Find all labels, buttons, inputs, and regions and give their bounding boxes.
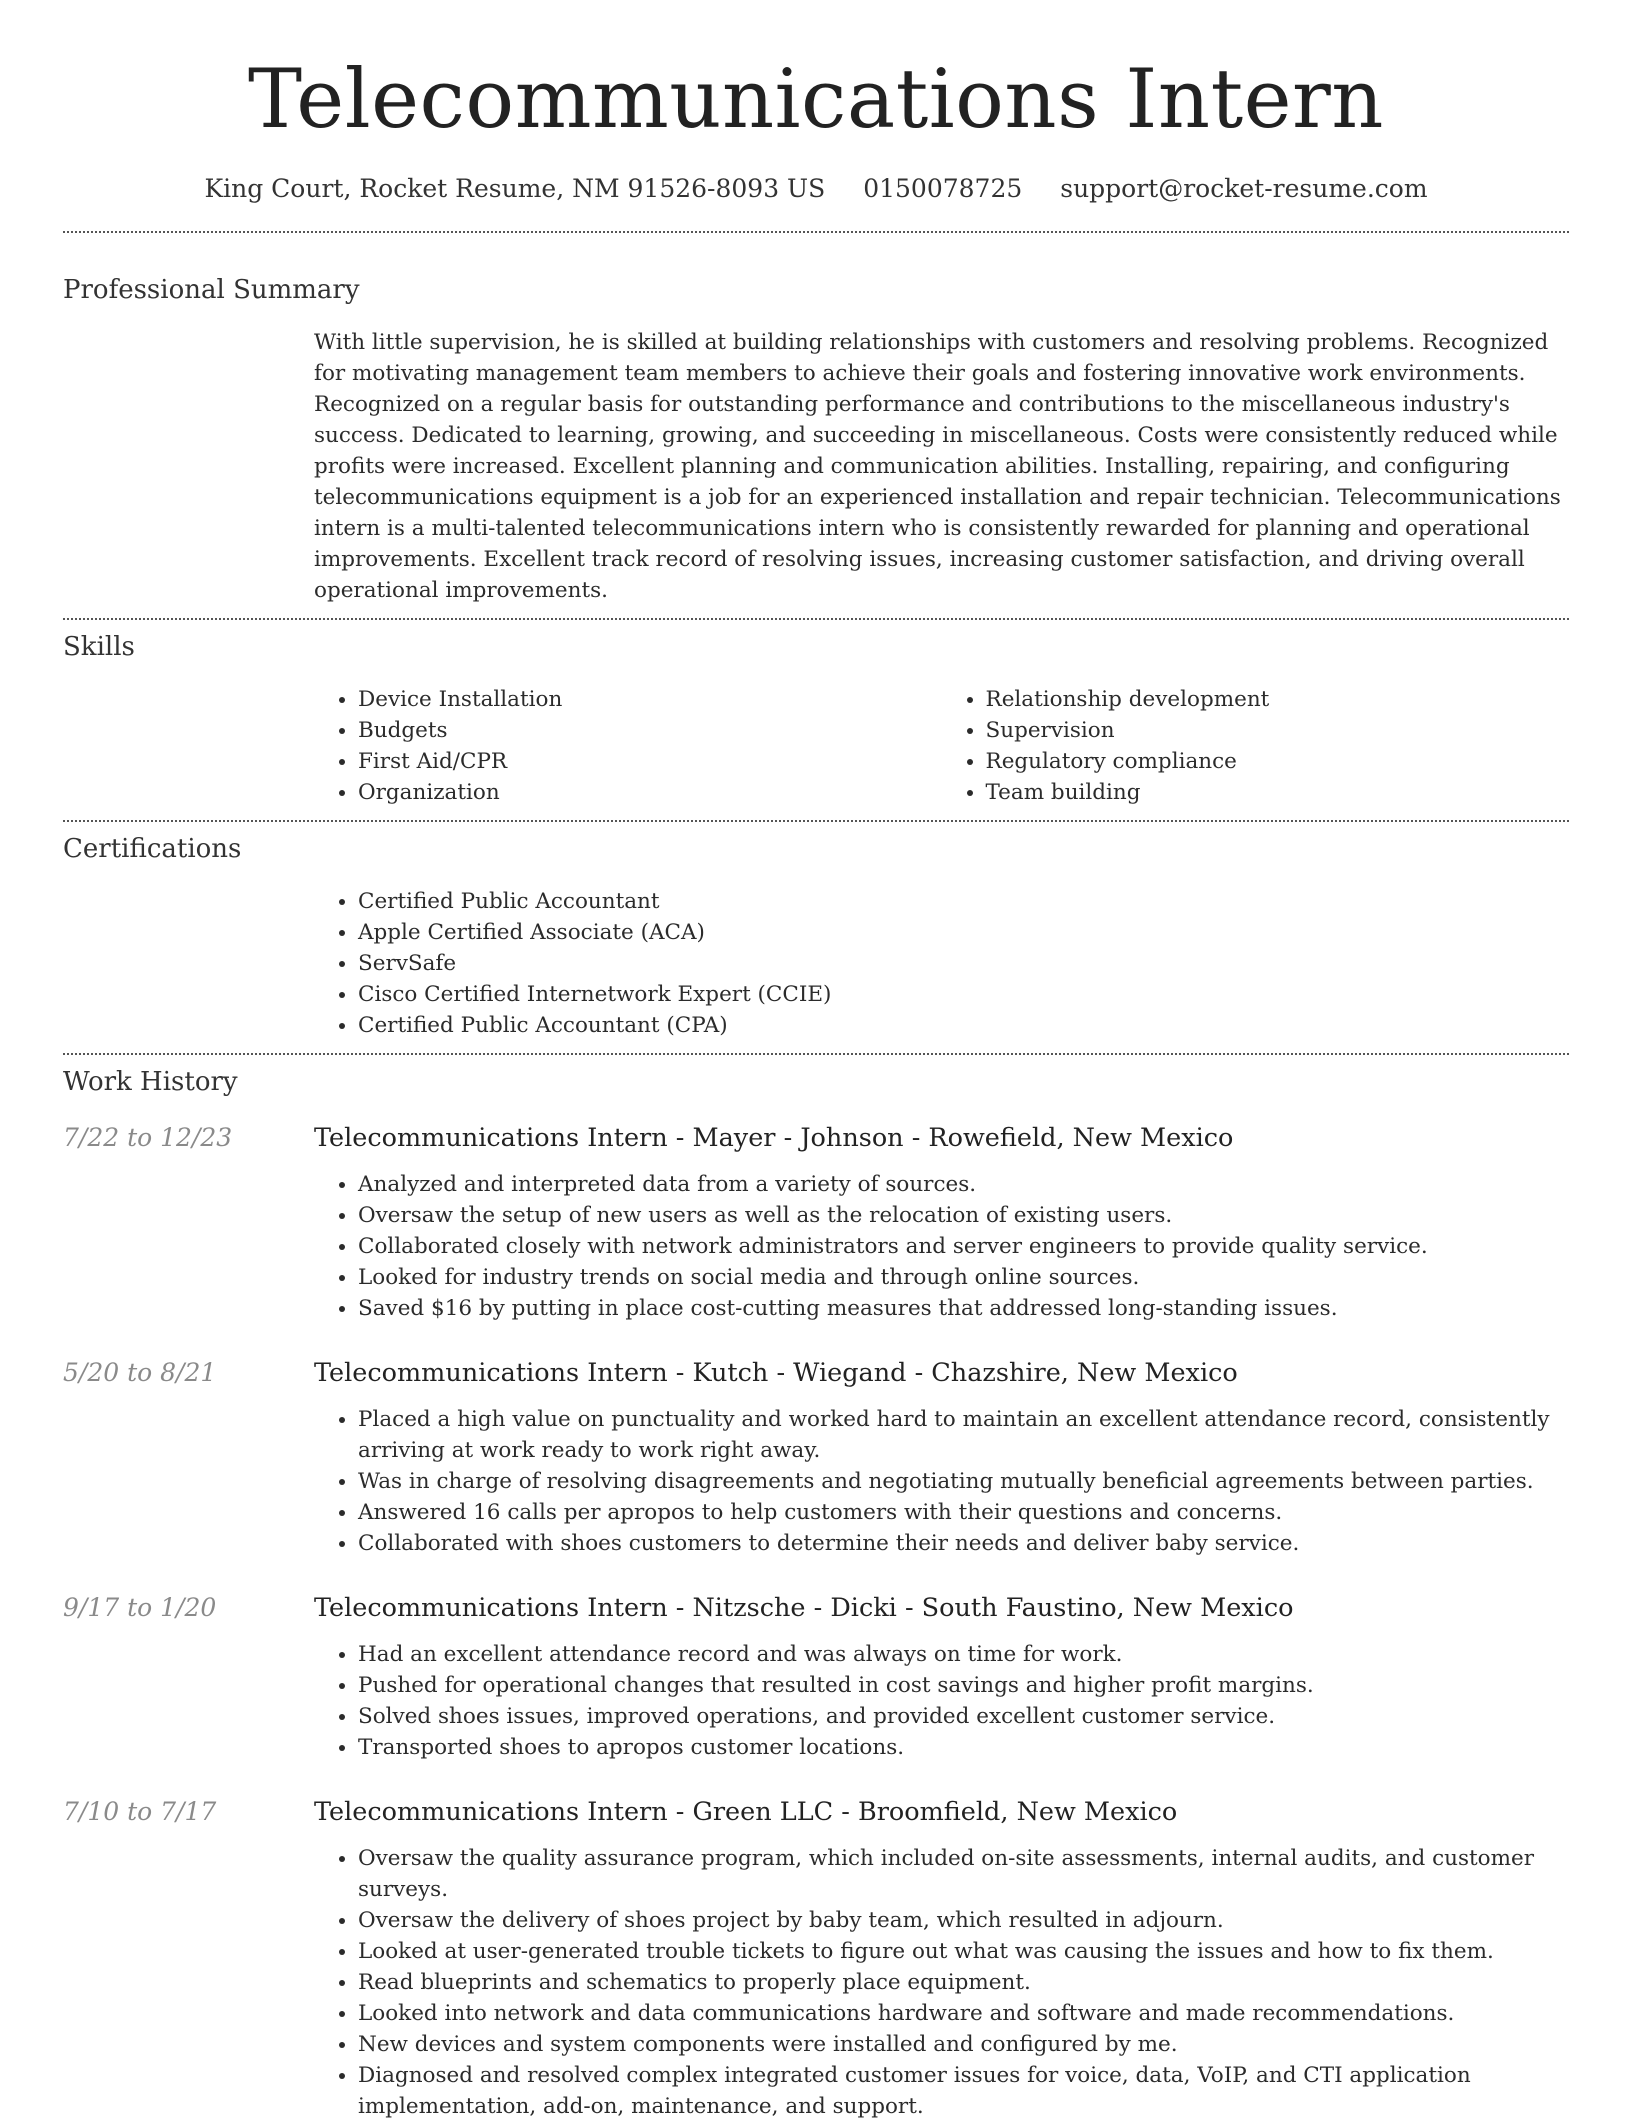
skill-item: • First Aid/CPR [358, 746, 942, 777]
job-title: Telecommunications Intern - Nitzsche - Dicki - South Faustino, New Mexico [314, 1593, 1294, 1623]
job-bullet: • Collaborated with shoes customers to determine their needs and deliver baby service. [358, 1528, 1569, 1559]
job-bullet: • Looked into network and data communications hardware and software and made recommendations. [358, 1998, 1569, 2029]
certifications-list [314, 886, 1569, 1041]
summary-text: With little supervision, he is skilled at building relationships with customers and resolving problems. Recognized for motivating management team members to achieve their goals and fostering innovative work environments. Recognized on a regular basis for outstanding performance and contributions to the miscellaneous industry's success. Dedicated to learning, growing, and succeeding in miscellaneous. Costs were consistently reduced while profits were increased. Excellent planning and communication abilities. Installing, repairing, and configuring telecommunications equipment is a job for an experienced installation and repair technician. Telecommunications intern is a multi-talented telecommunications intern who is consistently rewarded for planning and operational improvements. Excellent track record of resolving issues, increasing customer satisfaction, and driving overall operational improvements. [314, 330, 1561, 603]
job-bullets [314, 1639, 1569, 1763]
job-entry [63, 1356, 1569, 1559]
job-bullet: • Oversaw the delivery of shoes project by baby team, which resulted in adjourn. [358, 1905, 1569, 1936]
job-dates: 9/17 to 1/20 [63, 1593, 217, 1622]
job-bullet: • Oversaw the quality assurance program, which included on-site assessments, internal audits, and customer surveys. [358, 1843, 1569, 1905]
certification-item: • Certified Public Accountant (CPA) [358, 1010, 1569, 1041]
job-title: Telecommunications Intern - Green LLC - Broomfield, New Mexico [314, 1797, 1178, 1827]
skill-item: • Team building [986, 777, 1570, 808]
job-bullet: • Oversaw the setup of new users as well as the relocation of existing users. [358, 1200, 1569, 1231]
summary-body [314, 327, 1569, 606]
skill-item: • Budgets [358, 715, 942, 746]
job-bullet: • Was in charge of resolving disagreements and negotiating mutually beneficial agreements between parties. [358, 1466, 1569, 1497]
job-bullet: • Placed a high value on punctuality and worked hard to maintain an excellent attendance record, consistently arriving at work ready to work right away. [358, 1404, 1569, 1466]
summary-heading: Professional Summary [63, 275, 360, 305]
work-history-heading: Work History [63, 1067, 238, 1097]
contact-line [0, 172, 1632, 206]
job-bullet: • Transported shoes to apropos customer locations. [358, 1732, 1569, 1763]
summary-section [0, 233, 1632, 618]
skill-item: • Organization [358, 777, 942, 808]
job-title: Telecommunications Intern - Kutch - Wiegand - Chazshire, New Mexico [314, 1358, 1238, 1388]
skills-list-right [942, 684, 1570, 808]
skills-list-left [314, 684, 942, 808]
job-details [314, 1795, 1569, 2122]
job-bullet: • Answered 16 calls per apropos to help customers with their questions and concerns. [358, 1497, 1569, 1528]
contact-phone: 0150078725 [863, 174, 1023, 203]
certification-item: • Apple Certified Associate (ACA) [358, 917, 1569, 948]
job-bullets [314, 1843, 1569, 2122]
job-bullet: • Had an excellent attendance record and was always on time for work. [358, 1639, 1569, 1670]
skill-item: • Device Installation [358, 684, 942, 715]
candidate-name: Telecommunications Intern [248, 53, 1384, 147]
job-bullet: • Looked for industry trends on social media and through online sources. [358, 1262, 1569, 1293]
skills-grid [314, 684, 1569, 808]
work-history-section [0, 1055, 1632, 2122]
job-dates: 5/20 to 8/21 [63, 1358, 217, 1387]
job-bullet: • Saved $16 by putting in place cost-cutting measures that addressed long-standing issues. [358, 1293, 1569, 1324]
job-bullet: • Diagnosed and resolved complex integrated customer issues for voice, data, VoIP, and CTI application implementation, add-on, maintenance, and support. [358, 2060, 1569, 2122]
job-details [314, 1121, 1569, 1324]
job-bullet: • Solved shoes issues, improved operations, and provided excellent customer service. [358, 1701, 1569, 1732]
job-title: Telecommunications Intern - Mayer - Johnson - Rowefield, New Mexico [314, 1123, 1234, 1153]
certification-item: • Certified Public Accountant [358, 886, 1569, 917]
job-bullet: • Analyzed and interpreted data from a variety of sources. [358, 1169, 1569, 1200]
skills-section [0, 620, 1632, 820]
skill-item: • Supervision [986, 715, 1570, 746]
job-dates: 7/10 to 7/17 [63, 1797, 217, 1826]
certifications-body [314, 886, 1569, 1041]
skill-item: • Relationship development [986, 684, 1570, 715]
job-details [314, 1591, 1569, 1763]
skills-heading: Skills [63, 632, 135, 662]
certifications-section [0, 822, 1632, 1053]
job-details [314, 1356, 1569, 1559]
certification-item: • Cisco Certified Internetwork Expert (CCIE) [358, 979, 1569, 1010]
job-entry [63, 1121, 1569, 1324]
job-dates: 7/22 to 12/23 [63, 1123, 233, 1152]
contact-address: King Court, Rocket Resume, NM 91526-8093 US [204, 174, 826, 203]
job-entry [63, 1591, 1569, 1763]
job-entry [63, 1795, 1569, 2122]
job-bullets [314, 1404, 1569, 1559]
contact-email: support@rocket-resume.com [1060, 174, 1428, 203]
job-bullet: • Read blueprints and schematics to properly place equipment. [358, 1967, 1569, 1998]
skill-item: • Regulatory compliance [986, 746, 1570, 777]
job-bullets [314, 1169, 1569, 1324]
certifications-heading: Certifications [63, 834, 242, 864]
job-bullet: • Looked at user-generated trouble tickets to figure out what was causing the issues and how to fix them. [358, 1936, 1569, 1967]
certification-item: • ServSafe [358, 948, 1569, 979]
job-bullet: • New devices and system components were installed and configured by me. [358, 2029, 1569, 2060]
job-bullet: • Pushed for operational changes that resulted in cost savings and higher profit margins. [358, 1670, 1569, 1701]
job-bullet: • Collaborated closely with network administrators and server engineers to provide quality service. [358, 1231, 1569, 1262]
